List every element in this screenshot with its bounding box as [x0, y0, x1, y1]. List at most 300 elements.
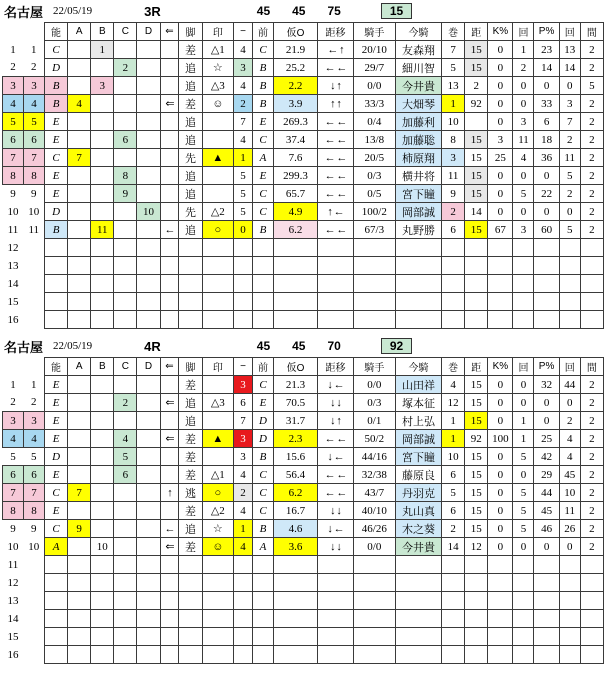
cell-: 7 [3, 484, 24, 502]
cell- [24, 574, 45, 592]
cell-B: 3 [91, 77, 114, 95]
cell-仮O: 31.7 [273, 412, 317, 430]
cell-回: 7 [559, 113, 580, 131]
cell-C [114, 113, 137, 131]
table-row[interactable] [3, 466, 604, 484]
cell-: 7 [3, 149, 24, 167]
race-round: 3R [144, 3, 161, 19]
cell-C [114, 257, 137, 275]
cell-巻 [442, 628, 465, 646]
cell-今騎: 今井貴 [395, 77, 441, 95]
cell-巻: 5 [442, 59, 465, 77]
cell-A [68, 538, 91, 556]
cell-: 9 [24, 520, 45, 538]
cell-脚: 追 [179, 113, 202, 131]
cell-K% [488, 574, 513, 592]
cell-A [68, 592, 91, 610]
cell-距移: ← ← [318, 131, 354, 149]
cell-A [68, 113, 91, 131]
cell-能: E [45, 113, 68, 131]
cell-距: 15 [465, 466, 488, 484]
cell-回: 5 [513, 502, 534, 520]
cell-距移: ← ← [318, 430, 354, 448]
cell-B [91, 167, 114, 185]
cell-: 8 [3, 167, 24, 185]
table-row[interactable] [3, 610, 604, 628]
cell-回 [559, 311, 580, 329]
cell-前: A [252, 149, 273, 167]
table-header-row [3, 358, 604, 376]
cell-B [91, 556, 114, 574]
cell-⇐ [160, 185, 179, 203]
cell-−: 6 [234, 394, 253, 412]
table-row[interactable] [3, 556, 604, 574]
cell-今騎: 丸野勝 [395, 221, 441, 239]
cell-間 [580, 610, 603, 628]
cell-: 1 [3, 41, 24, 59]
cell-− [234, 293, 253, 311]
cell-A: 7 [68, 149, 91, 167]
cell-A: 9 [68, 520, 91, 538]
cell-−: 4 [234, 77, 253, 95]
cell-P%: 29 [534, 466, 559, 484]
cell-距移: ↓ ← [318, 520, 354, 538]
race-header [0, 335, 606, 357]
cell-脚 [179, 556, 202, 574]
cell-C: 6 [114, 466, 137, 484]
cell-距: 15 [465, 484, 488, 502]
cell-: 1 [24, 41, 45, 59]
cell-能: E [45, 185, 68, 203]
cell-回 [559, 257, 580, 275]
cell-D [137, 77, 160, 95]
cell-距移 [318, 610, 354, 628]
cell-距移: ← ← [318, 185, 354, 203]
cell-間: 2 [580, 376, 603, 394]
cell-間 [580, 574, 603, 592]
cell-− [234, 574, 253, 592]
cell-脚: 追 [179, 394, 202, 412]
cell-P% [534, 646, 559, 664]
table-row[interactable] [3, 311, 604, 329]
cell-間: 2 [580, 95, 603, 113]
cell-P% [534, 239, 559, 257]
cell-仮O: 3.6 [273, 538, 317, 556]
cell-騎手 [353, 293, 395, 311]
table-row[interactable] [3, 149, 604, 167]
cell-回 [559, 239, 580, 257]
cell-間: 2 [580, 149, 603, 167]
cell-今騎: 加藤利 [395, 113, 441, 131]
cell-回: 14 [559, 59, 580, 77]
cell-⇐ [160, 59, 179, 77]
cell-A [68, 430, 91, 448]
cell-間: 2 [580, 167, 603, 185]
cell-D [137, 41, 160, 59]
cell-巻: 12 [442, 394, 465, 412]
column-header-21: 回 [559, 358, 580, 376]
cell-: 9 [24, 185, 45, 203]
cell-D [137, 113, 160, 131]
cell-間 [580, 592, 603, 610]
cell-騎手 [353, 628, 395, 646]
cell-C: 8 [114, 167, 137, 185]
cell-前 [252, 275, 273, 293]
cell-C [114, 646, 137, 664]
column-header-1 [24, 358, 45, 376]
column-header-2: 能 [45, 23, 68, 41]
cell-印 [202, 628, 234, 646]
table-row[interactable] [3, 167, 604, 185]
cell-間 [580, 646, 603, 664]
cell-K% [488, 646, 513, 664]
cell-K%: 0 [488, 502, 513, 520]
cell-回: 0 [513, 203, 534, 221]
cell-回: 10 [559, 484, 580, 502]
table-row[interactable] [3, 502, 604, 520]
cell-−: 5 [234, 185, 253, 203]
column-header-0 [3, 358, 24, 376]
cell-仮O: 16.7 [273, 502, 317, 520]
table-row[interactable] [3, 77, 604, 95]
table-row[interactable] [3, 376, 604, 394]
table-row[interactable] [3, 628, 604, 646]
cell-回: 11 [513, 131, 534, 149]
cell-回 [559, 275, 580, 293]
cell-B [91, 574, 114, 592]
cell-⇐ [160, 149, 179, 167]
cell-C: 5 [114, 448, 137, 466]
cell-−: 7 [234, 113, 253, 131]
column-header-5: C [114, 358, 137, 376]
cell-回: 2 [559, 412, 580, 430]
race-table [2, 357, 604, 664]
cell-騎手: 0/1 [353, 412, 395, 430]
cell-回: 26 [559, 520, 580, 538]
cell-⇐ [160, 167, 179, 185]
cell-巻: 14 [442, 538, 465, 556]
cell-距: 15 [465, 502, 488, 520]
cell-: 9 [3, 520, 24, 538]
cell-距 [465, 311, 488, 329]
cell-A [68, 311, 91, 329]
cell-騎手: 13/8 [353, 131, 395, 149]
cell-印: ☺ [202, 538, 234, 556]
cell-前: B [252, 448, 273, 466]
cell-回 [559, 646, 580, 664]
cell-P%: 45 [534, 502, 559, 520]
cell-前: B [252, 77, 273, 95]
cell-今騎: 加藤聡 [395, 131, 441, 149]
column-header-6: D [137, 23, 160, 41]
table-row[interactable] [3, 203, 604, 221]
cell-C: 2 [114, 394, 137, 412]
cell-C [114, 149, 137, 167]
cell-能: C [45, 484, 68, 502]
cell-A [68, 131, 91, 149]
cell-巻: 3 [442, 149, 465, 167]
cell-巻: 2 [442, 520, 465, 538]
cell-⇐ [160, 646, 179, 664]
cell-今騎: 横井将 [395, 167, 441, 185]
cell-前: C [252, 484, 273, 502]
cell-脚 [179, 646, 202, 664]
cell-巻: 4 [442, 376, 465, 394]
cell-− [234, 275, 253, 293]
cell-A [68, 203, 91, 221]
column-header-9: 印 [202, 358, 234, 376]
cell-回 [559, 293, 580, 311]
cell-騎手 [353, 275, 395, 293]
cell-: 16 [3, 311, 24, 329]
table-row[interactable] [3, 257, 604, 275]
cell-脚: 差 [179, 466, 202, 484]
race-round: 4R [144, 338, 161, 354]
cell-B: 10 [91, 538, 114, 556]
cell-−: 4 [234, 41, 253, 59]
cell-騎手 [353, 574, 395, 592]
column-header-18: K% [488, 23, 513, 41]
cell-距: 14 [465, 203, 488, 221]
cell-回 [513, 257, 534, 275]
cell-P% [534, 628, 559, 646]
cell-前 [252, 293, 273, 311]
table-row[interactable] [3, 293, 604, 311]
cell- [24, 556, 45, 574]
race-date: 22/05/19 [53, 5, 93, 17]
cell-: 4 [3, 95, 24, 113]
table-row[interactable] [3, 412, 604, 430]
cell-: 3 [3, 77, 24, 95]
cell-脚: 追 [179, 59, 202, 77]
column-header-3: A [68, 23, 91, 41]
cell-距移 [318, 646, 354, 664]
cell-脚: 追 [179, 131, 202, 149]
cell-距移: ↓ ↓ [318, 394, 354, 412]
cell-今騎: 丹羽克 [395, 484, 441, 502]
column-header-7: ⇐ [160, 358, 179, 376]
cell-印 [202, 646, 234, 664]
cell-⇐: ⇐ [160, 538, 179, 556]
cell-印: ▲ [202, 149, 234, 167]
cell-巻: 7 [442, 41, 465, 59]
cell-B [91, 239, 114, 257]
cell-巻: 1 [442, 95, 465, 113]
table-row[interactable] [3, 239, 604, 257]
cell-巻 [442, 574, 465, 592]
cell-D [137, 95, 160, 113]
cell-回: 0 [559, 203, 580, 221]
cell-今騎: 岡部誠 [395, 430, 441, 448]
cell-P% [534, 275, 559, 293]
cell-D: 10 [137, 203, 160, 221]
cell-B [91, 448, 114, 466]
cell-A [68, 502, 91, 520]
table-row[interactable] [3, 131, 604, 149]
cell-巻: 6 [442, 221, 465, 239]
table-row[interactable] [3, 448, 604, 466]
table-row[interactable] [3, 592, 604, 610]
table-row[interactable] [3, 275, 604, 293]
cell-回: 3 [513, 221, 534, 239]
table-row[interactable] [3, 430, 604, 448]
cell-K%: 0 [488, 484, 513, 502]
cell-前: D [252, 430, 273, 448]
cell-前: B [252, 59, 273, 77]
table-row[interactable] [3, 646, 604, 664]
cell-P%: 0 [534, 412, 559, 430]
cell-−: 5 [234, 167, 253, 185]
race-block-1 [0, 0, 606, 329]
cell-距移: ← ← [318, 113, 354, 131]
race-header [0, 0, 606, 22]
cell-回: 2 [559, 185, 580, 203]
cell-K% [488, 592, 513, 610]
cell-能: E [45, 502, 68, 520]
cell-騎手 [353, 239, 395, 257]
cell-前: C [252, 376, 273, 394]
cell-距 [465, 113, 488, 131]
table-row[interactable] [3, 185, 604, 203]
cell-距移 [318, 257, 354, 275]
cell-A [68, 257, 91, 275]
cell-⇐ [160, 293, 179, 311]
cell-騎手 [353, 556, 395, 574]
table-row[interactable] [3, 113, 604, 131]
cell-騎手: 100/2 [353, 203, 395, 221]
cell-間: 2 [580, 448, 603, 466]
table-row[interactable] [3, 95, 604, 113]
cell-: 11 [3, 221, 24, 239]
cell-A [68, 167, 91, 185]
cell-回: 5 [513, 448, 534, 466]
cell-− [234, 257, 253, 275]
cell-回 [559, 574, 580, 592]
cell-: 6 [24, 466, 45, 484]
cell-距移: ↓ ↓ [318, 502, 354, 520]
cell- [24, 239, 45, 257]
cell-巻 [442, 275, 465, 293]
cell-D [137, 59, 160, 77]
cell-今騎 [395, 646, 441, 664]
cell-P%: 23 [534, 41, 559, 59]
race-date: 22/05/19 [53, 340, 93, 352]
cell-距移: ← ← [318, 484, 354, 502]
cell-仮O [273, 592, 317, 610]
cell-B [91, 502, 114, 520]
cell-K%: 0 [488, 466, 513, 484]
cell-印 [202, 574, 234, 592]
cell-A [68, 412, 91, 430]
cell-前 [252, 592, 273, 610]
cell-C [114, 293, 137, 311]
cell-回 [513, 592, 534, 610]
cell-: 5 [24, 448, 45, 466]
cell-距: 92 [465, 430, 488, 448]
table-row[interactable] [3, 520, 604, 538]
cell-回 [559, 592, 580, 610]
cell-仮O: 70.5 [273, 394, 317, 412]
cell-巻: 2 [442, 203, 465, 221]
column-header-8: 脚 [179, 358, 202, 376]
cell-回: 0 [513, 167, 534, 185]
table-row[interactable] [3, 59, 604, 77]
cell-: 7 [24, 149, 45, 167]
cell-距移: ← ← [318, 466, 354, 484]
cell-印 [202, 185, 234, 203]
cell-間: 2 [580, 538, 603, 556]
cell-P%: 22 [534, 185, 559, 203]
cell-騎手 [353, 311, 395, 329]
race-table [2, 22, 604, 329]
cell-前: C [252, 466, 273, 484]
cell-P%: 0 [534, 167, 559, 185]
column-header-10: − [234, 23, 253, 41]
cell-能 [45, 239, 68, 257]
cell-距移: ↓ ← [318, 376, 354, 394]
cell-K%: 100 [488, 430, 513, 448]
cell-K%: 0 [488, 41, 513, 59]
cell-B [91, 394, 114, 412]
cell-間 [580, 239, 603, 257]
cell-−: 1 [234, 149, 253, 167]
cell-脚 [179, 574, 202, 592]
column-header-18: K% [488, 358, 513, 376]
table-row[interactable] [3, 574, 604, 592]
cell-距: 15 [465, 149, 488, 167]
cell-仮O: 269.3 [273, 113, 317, 131]
cell-A [68, 221, 91, 239]
cell-回 [513, 275, 534, 293]
cell-B [91, 59, 114, 77]
cell-間: 2 [580, 41, 603, 59]
cell-仮O: 2.3 [273, 430, 317, 448]
cell-脚: 差 [179, 502, 202, 520]
race-venue: 名古屋 [4, 4, 44, 20]
cell-C [114, 311, 137, 329]
cell-脚: 先 [179, 149, 202, 167]
column-header-20: P% [534, 23, 559, 41]
cell-前: B [252, 95, 273, 113]
cell-巻: 10 [442, 113, 465, 131]
cell-前 [252, 574, 273, 592]
table-row[interactable] [3, 538, 604, 556]
cell-今騎: 村上弘 [395, 412, 441, 430]
cell-仮O: 65.7 [273, 185, 317, 203]
cell-C [114, 412, 137, 430]
cell- [24, 610, 45, 628]
cell-P%: 0 [534, 394, 559, 412]
column-header-12: 仮O [273, 358, 317, 376]
cell-能: A [45, 538, 68, 556]
cell-距 [465, 275, 488, 293]
table-row[interactable] [3, 484, 604, 502]
table-row[interactable] [3, 221, 604, 239]
cell-C [114, 520, 137, 538]
cell-A [68, 610, 91, 628]
cell-巻: 11 [442, 167, 465, 185]
cell-P%: 0 [534, 77, 559, 95]
cell-⇐ [160, 41, 179, 59]
cell-仮O: 56.4 [273, 466, 317, 484]
cell-A [68, 185, 91, 203]
cell-間: 2 [580, 113, 603, 131]
cell-前 [252, 239, 273, 257]
table-row[interactable] [3, 41, 604, 59]
cell-巻 [442, 646, 465, 664]
cell-前 [252, 610, 273, 628]
table-row[interactable] [3, 394, 604, 412]
